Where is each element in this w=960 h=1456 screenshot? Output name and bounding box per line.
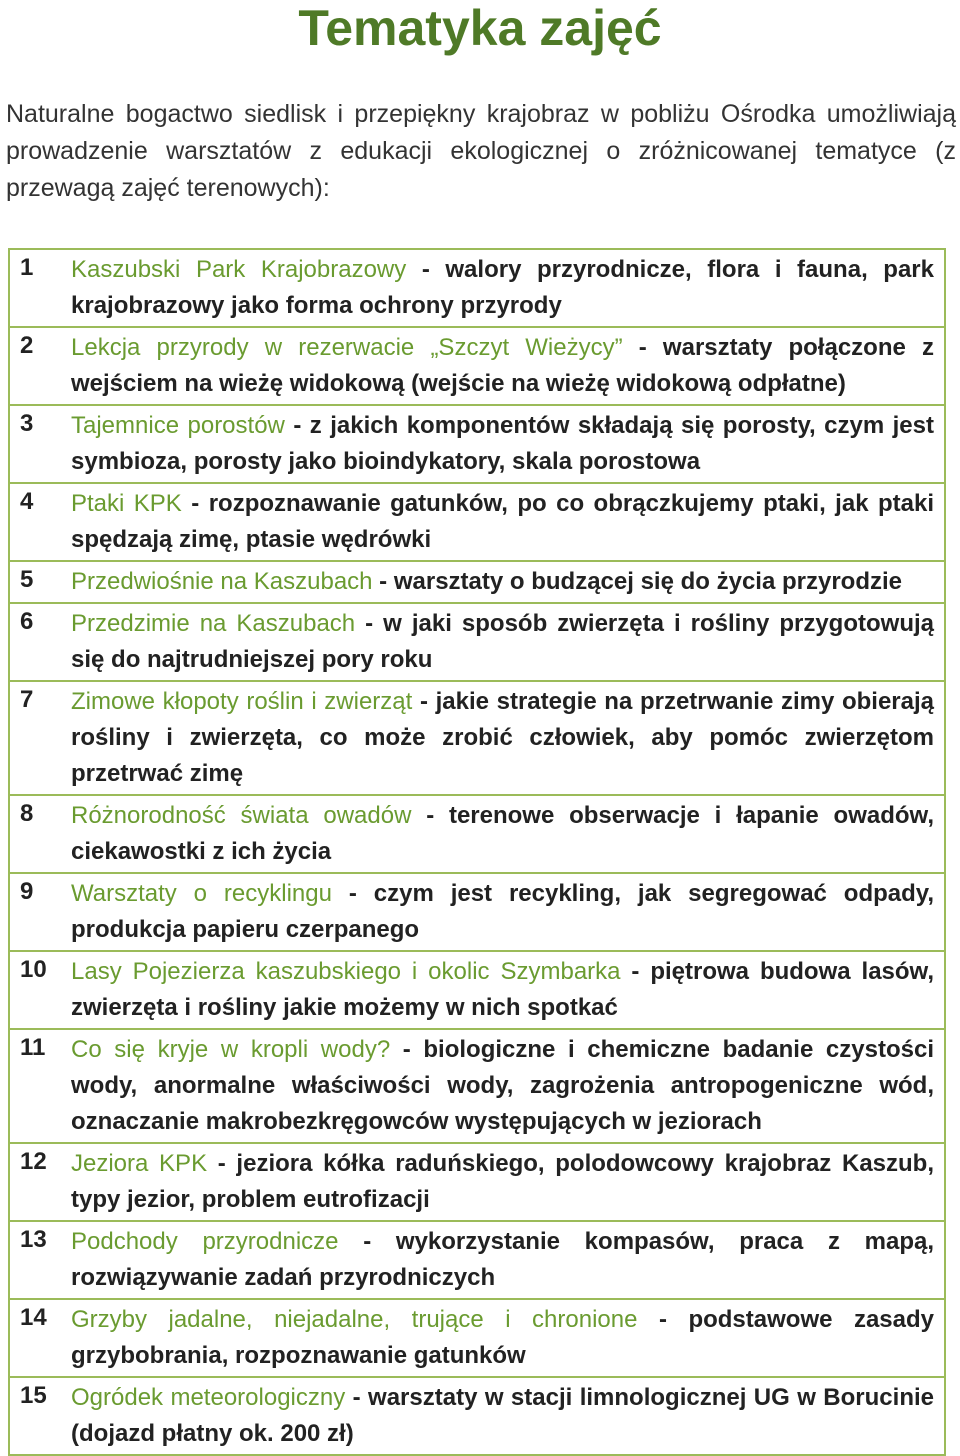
topic-row [9,1029,945,1143]
topic-title: Kaszubski Park Krajobrazowy [71,256,407,283]
topic-description: - piętrowa budowa lasów, zwierzęta i rośliny jakie możemy w nich spotkać [71,958,935,1021]
topic-title: Jeziora KPK [71,1150,208,1177]
topic-number: 15 [9,1377,65,1455]
topic-text [65,951,945,1029]
topic-row [9,405,945,483]
topic-row [9,561,945,603]
topic-row [9,1299,945,1377]
topic-number: 7 [9,681,65,795]
topic-title: Lasy Pojezierza kaszubskiego i okolic Szymbarka [71,958,621,985]
topic-number: 9 [9,873,65,951]
topic-text [65,603,945,681]
topic-number: 12 [9,1143,65,1221]
topic-number: 13 [9,1221,65,1299]
topic-row [9,873,945,951]
topic-title: Lekcja przyrody w rezerwacie „Szczyt Wieżycy” [71,334,623,361]
topic-text [65,1221,945,1299]
topic-description: - wykorzystanie kompasów, praca z mapą, rozwiązywanie zadań przyrodniczych [71,1228,935,1291]
topic-description: - warsztaty o budzącej się do życia przyrodzie [372,568,903,595]
topic-row [9,951,945,1029]
topic-number: 5 [9,561,65,603]
topic-title: Co się kryje w kropli wody? [71,1036,391,1063]
topic-description: - terenowe obserwacje i łapanie owadów, ciekawostki z ich życia [71,802,934,865]
topic-title: Przedwiośnie na Kaszubach [71,568,373,595]
topic-title: Różnorodność świata owadów [71,802,412,829]
topic-text [65,249,945,327]
topic-text [65,795,945,873]
topics-table [8,248,946,1456]
topic-number: 14 [9,1299,65,1377]
topic-text [65,483,945,561]
topic-description: - z jakich komponentów składają się porosty, czym jest symbioza, porosty jako bioindykatory, skala porostowa [71,412,934,475]
topic-row [9,681,945,795]
topic-description: - czym jest recykling, jak segregować odpady, produkcja papieru czerpanego [71,880,935,943]
topic-title: Przedzimie na Kaszubach [71,610,356,637]
topic-text [65,561,945,603]
topic-text [65,1377,945,1455]
topic-row [9,1143,945,1221]
topic-row [9,1377,945,1455]
topic-text [65,1299,945,1377]
topic-text [65,1029,945,1143]
topic-row [9,795,945,873]
topic-description: - w jaki sposób zwierzęta i rośliny przygotowują się do najtrudniejszej pory roku [71,610,935,673]
topic-description: - jeziora kółka raduńskiego, polodowcowy krajobraz Kaszub, typy jezior, problem eutrofizacji [71,1150,934,1213]
page-title: Tematyka zajęć [298,0,662,56]
topic-title: Ogródek meteorologiczny [71,1384,346,1411]
topic-description: - warsztaty w stacji limnologicznej UG w Borucinie (dojazd płatny ok. 200 zł) [71,1384,934,1447]
topic-number: 10 [9,951,65,1029]
topic-description: - jakie strategie na przetrwanie zimy obierają rośliny i zwierzęta, co może zrobić człowiek, aby pomóc zwierzętom przetrwać zimę [71,688,934,787]
topic-title: Zimowe kłopoty roślin i zwierząt [71,688,413,715]
topic-title: Podchody przyrodnicze [71,1228,339,1255]
topic-row [9,249,945,327]
intro-paragraph: Naturalne bogactwo siedlisk i przepiękny krajobraz w pobliżu Ośrodka umożliwiają prowadzenie warsztatów z edukacji ekologicznej o zróżnicowanej tematyce (z przewagą zajęć terenowych): [6,100,956,202]
topic-row [9,1221,945,1299]
topic-number: 2 [9,327,65,405]
topic-text [65,873,945,951]
topic-description: - podstawowe zasady grzybobrania, rozpoznawanie gatunków [71,1306,935,1369]
topic-number: 3 [9,405,65,483]
topic-description: - warsztaty połączone z wejściem na wieżę widokową (wejście na wieżę widokową odpłatne) [71,334,935,397]
topic-number: 4 [9,483,65,561]
topic-title: Ptaki KPK [71,490,182,517]
topic-description: - walory przyrodnicze, flora i fauna, park krajobrazowy jako forma ochrony przyrody [71,256,934,319]
topics-body [9,249,945,1455]
topic-number: 1 [9,249,65,327]
topic-number: 6 [9,603,65,681]
topic-title: Warsztaty o recyklingu [71,880,332,907]
topic-number: 11 [9,1029,65,1143]
topic-text [65,681,945,795]
topic-description: - biologiczne i chemiczne badanie czystości wody, anormalne właściwości wody, zagrożenia antropogeniczne wód, oznaczanie makrobezkręgowców występujących w jeziorach [71,1036,934,1135]
topic-row [9,483,945,561]
topic-text [65,405,945,483]
topic-title: Tajemnice porostów [71,412,285,439]
topic-row [9,327,945,405]
topic-title: Grzyby jadalne, niejadalne, trujące i chronione [71,1306,638,1333]
topic-text [65,1143,945,1221]
topic-description: - rozpoznawanie gatunków, po co obrączkujemy ptaki, jak ptaki spędzają zimę, ptasie wędrówki [71,490,935,553]
topic-text [65,327,945,405]
topic-row [9,603,945,681]
topic-number: 8 [9,795,65,873]
